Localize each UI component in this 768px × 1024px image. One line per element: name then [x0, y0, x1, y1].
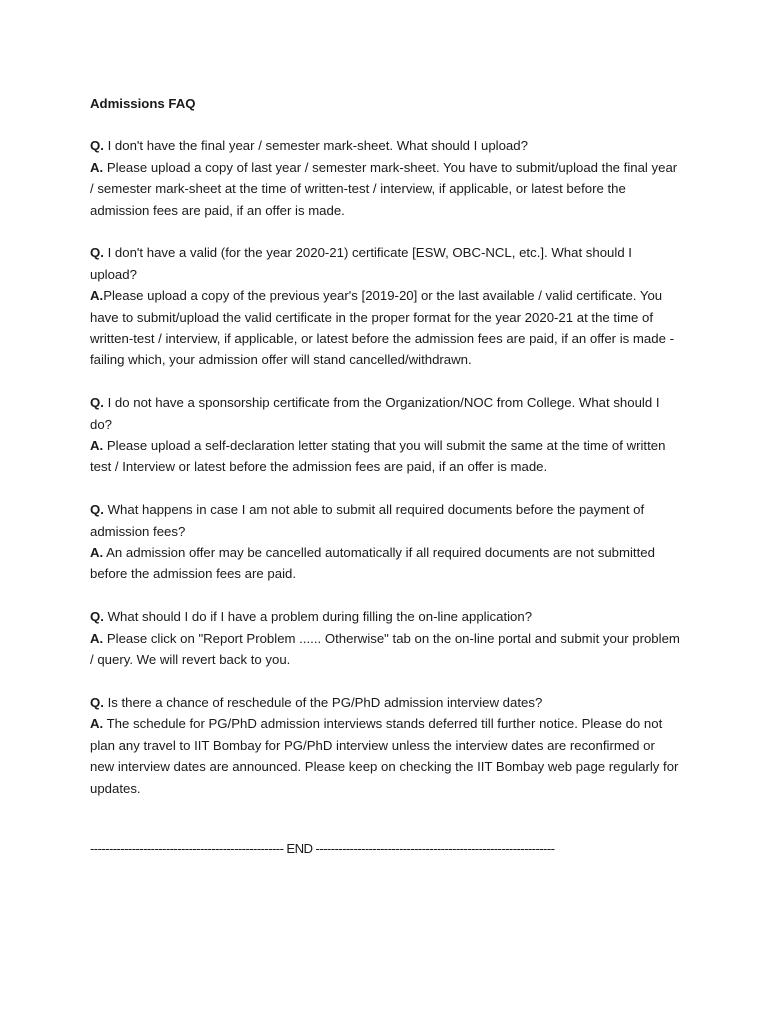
answer-text: Please upload a self-declaration letter stating that you will submit the same at the time of written test / Interview or latest before the admission fees are paid, if an offer is made.: [90, 438, 666, 475]
faq-question: [90, 499, 682, 542]
faq-answer: [90, 542, 682, 585]
answer-prefix: A.: [90, 288, 104, 304]
answer-prefix: A.: [90, 716, 104, 732]
faq-item: [90, 606, 682, 670]
question-prefix: Q.: [90, 609, 104, 625]
question-text: I don't have a valid (for the year 2020-21) certificate [ESW, OBC-NCL, etc.]. What should I upload?: [90, 245, 632, 282]
faq-item: [90, 499, 682, 585]
question-prefix: Q.: [90, 245, 104, 261]
faq-item: [90, 242, 682, 370]
faq-item: [90, 135, 682, 221]
question-prefix: Q.: [90, 138, 104, 154]
faq-question: [90, 692, 682, 713]
answer-prefix: A.: [90, 159, 104, 175]
faq-question: [90, 606, 682, 627]
faq-question: [90, 392, 682, 435]
faq-answer: [90, 157, 682, 221]
faq-answer: [90, 713, 682, 799]
faq-item: [90, 392, 682, 478]
question-text: What happens in case I am not able to submit all required documents before the payment of admission fees?: [90, 502, 645, 539]
faq-answer: [90, 285, 682, 371]
faq-document: [90, 93, 682, 820]
question-text: Is there a chance of reschedule of the PG/PhD admission interview dates?: [103, 694, 543, 710]
answer-text: Please click on "Report Problem ...... Otherwise" tab on the on-line portal and submit your problem / query. We will revert back to you.: [90, 630, 680, 668]
faq-question: [90, 135, 682, 156]
answer-text: Please upload a copy of last year / semester mark-sheet. You have to submit/upload the final year / semester mark-sheet at the time of written-test / interview, if applicable, or latest before the admission fees are paid, if an offer is made.: [90, 159, 678, 218]
answer-text: Please upload a copy of the previous year's [2019-20] or the last available / valid certificate. You have to submit/upload the valid certificate in the proper format for the year 2020-21 at the time of written-test / interview, if applicable, or latest before the admission fees are paid, if an offer is made - failing which, your admission offer will stand cancelled/withdrawn.: [90, 288, 674, 368]
end-marker: --------------------------------------------------- END ---------------------------------------------------------------: [90, 841, 555, 856]
question-text: I do not have a sponsorship certificate from the Organization/NOC from College. What should I do?: [90, 395, 660, 432]
faq-answer: [90, 435, 682, 478]
question-prefix: Q.: [90, 395, 104, 411]
question-text: What should I do if I have a problem during filling the on-line application?: [103, 609, 533, 625]
question-prefix: Q.: [90, 502, 104, 518]
question-prefix: Q.: [90, 694, 104, 710]
page-title: Admissions FAQ: [90, 96, 196, 111]
answer-prefix: A.: [90, 545, 104, 561]
faq-question: [90, 242, 682, 285]
answer-text: An admission offer may be cancelled automatically if all required documents are not submitted before the admission fees are paid.: [90, 545, 655, 582]
answer-text: The schedule for PG/PhD admission interviews stands deferred till further notice. Please do not plan any travel to IIT Bombay for PG/PhD interview unless the interview dates are reconfirmed or new interview dates are announced. Please keep on checking the IIT Bombay web page regularly for updates.: [90, 716, 679, 796]
faq-answer: [90, 628, 682, 671]
answer-prefix: A.: [90, 438, 104, 454]
faq-item: [90, 692, 682, 799]
answer-prefix: A.: [90, 630, 104, 646]
question-text: I don't have the final year / semester mark-sheet. What should I upload?: [103, 138, 528, 154]
